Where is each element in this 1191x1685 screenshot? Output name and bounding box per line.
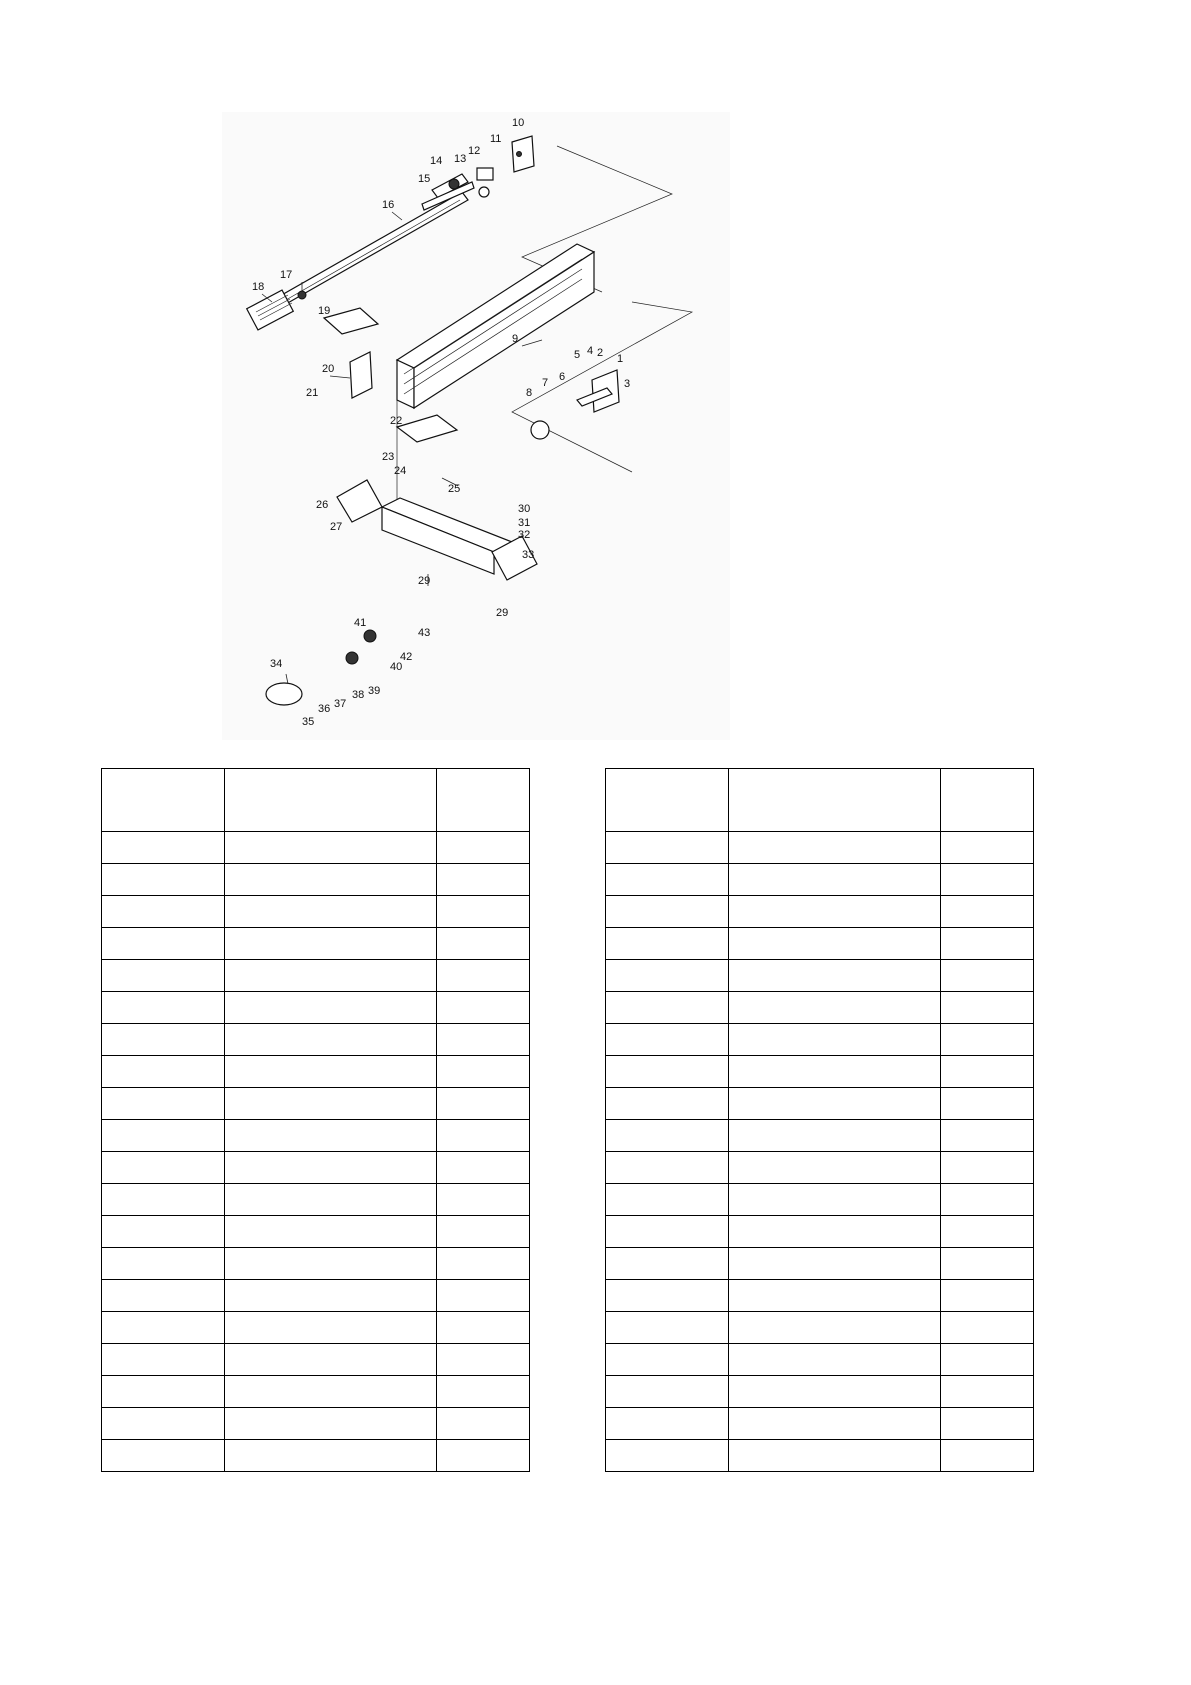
table-cell xyxy=(225,928,437,960)
table-cell xyxy=(606,960,729,992)
table-row xyxy=(606,1184,1034,1216)
table-cell xyxy=(606,1312,729,1344)
table-row xyxy=(606,1376,1034,1408)
callout-label: 1 xyxy=(617,353,624,365)
table-cell xyxy=(437,928,530,960)
table-cell xyxy=(606,1056,729,1088)
table-cell xyxy=(729,832,941,864)
callout-label: 23 xyxy=(382,451,395,463)
table-cell xyxy=(729,1120,941,1152)
table-row xyxy=(606,1120,1034,1152)
table-cell xyxy=(606,992,729,1024)
header-cell-no xyxy=(606,769,729,832)
table-cell xyxy=(225,1152,437,1184)
callout-label: 15 xyxy=(418,173,431,185)
table-cell xyxy=(225,832,437,864)
table-cell xyxy=(729,1088,941,1120)
table-row xyxy=(606,1056,1034,1088)
table-cell xyxy=(225,1120,437,1152)
table-cell xyxy=(225,1408,437,1440)
table-cell xyxy=(102,1344,225,1376)
table-cell xyxy=(437,1152,530,1184)
table-cell xyxy=(102,1408,225,1440)
table-cell xyxy=(225,1312,437,1344)
table-row xyxy=(102,896,530,928)
table-row xyxy=(606,1024,1034,1056)
table-cell xyxy=(225,1344,437,1376)
callout-label: 33 xyxy=(522,549,535,561)
exploded-parts-diagram xyxy=(222,112,730,740)
callout-label: 26 xyxy=(316,499,329,511)
callout-label: 30 xyxy=(518,503,531,515)
stop-bracket-assembly xyxy=(577,370,619,412)
table-cell xyxy=(225,896,437,928)
table-cell xyxy=(437,1088,530,1120)
table-cell xyxy=(606,832,729,864)
table-cell xyxy=(941,1216,1034,1248)
table-cell xyxy=(437,1344,530,1376)
callout-label: 24 xyxy=(394,465,407,477)
callout-label: 39 xyxy=(368,685,381,697)
callout-label: 20 xyxy=(322,363,335,375)
table-cell xyxy=(102,1248,225,1280)
table-cell xyxy=(437,1376,530,1408)
callout-label: 31 xyxy=(518,517,531,529)
callout-label: 2 xyxy=(597,347,604,359)
table-cell xyxy=(729,1024,941,1056)
gear xyxy=(346,652,358,664)
end-bracket xyxy=(350,352,372,398)
table-cell xyxy=(225,1088,437,1120)
table-cell xyxy=(729,1280,941,1312)
table-cell xyxy=(102,896,225,928)
table-row xyxy=(102,864,530,896)
table-cell xyxy=(941,1440,1034,1472)
table-row xyxy=(102,1152,530,1184)
slide-plate xyxy=(397,415,457,442)
table-cell xyxy=(941,1280,1034,1312)
table-row xyxy=(102,1056,530,1088)
table-cell xyxy=(437,1184,530,1216)
table-row xyxy=(102,1376,530,1408)
table-cell xyxy=(729,1216,941,1248)
table-cell xyxy=(606,1024,729,1056)
table-cell xyxy=(729,1344,941,1376)
table-row xyxy=(102,832,530,864)
callout-label: 19 xyxy=(318,305,331,317)
table-row xyxy=(102,1184,530,1216)
table-cell xyxy=(606,1216,729,1248)
table-row xyxy=(102,1216,530,1248)
table-cell xyxy=(437,1056,530,1088)
table-row xyxy=(606,992,1034,1024)
table-cell xyxy=(102,1216,225,1248)
exploded-view-drawing xyxy=(222,112,730,740)
table-cell xyxy=(102,832,225,864)
callout-label: 36 xyxy=(318,703,331,715)
callout-label: 16 xyxy=(382,199,395,211)
callout-label: 8 xyxy=(526,387,533,399)
table-row xyxy=(606,832,1034,864)
table-cell xyxy=(225,1376,437,1408)
callout-label: 35 xyxy=(302,716,315,728)
table-header-row xyxy=(606,769,1034,832)
table-cell xyxy=(102,1120,225,1152)
table-cell xyxy=(941,1088,1034,1120)
table-row xyxy=(102,1280,530,1312)
parts-list-table-right xyxy=(605,768,1034,1472)
table-cell xyxy=(225,1248,437,1280)
table-cell xyxy=(102,1376,225,1408)
callout-label: 40 xyxy=(390,661,403,673)
knob xyxy=(266,683,302,705)
table-cell xyxy=(225,960,437,992)
table-cell xyxy=(437,1440,530,1472)
table-row xyxy=(102,1120,530,1152)
table-cell xyxy=(437,1216,530,1248)
callout-label: 32 xyxy=(518,529,531,541)
table-cell xyxy=(941,1152,1034,1184)
callout-label: 29 xyxy=(496,607,509,619)
gear xyxy=(364,630,376,642)
table-cell xyxy=(437,1024,530,1056)
table-row xyxy=(102,1024,530,1056)
callout-label: 3 xyxy=(624,378,631,390)
table-row xyxy=(102,992,530,1024)
table-cell xyxy=(941,1376,1034,1408)
table-cell xyxy=(102,1280,225,1312)
table-cell xyxy=(225,1056,437,1088)
table-cell xyxy=(729,1248,941,1280)
table-cell xyxy=(606,1440,729,1472)
mounting-bracket xyxy=(477,136,534,180)
callout-label: 43 xyxy=(418,627,431,639)
callout-label: 12 xyxy=(468,145,481,157)
table-cell xyxy=(729,1056,941,1088)
table-cell xyxy=(941,992,1034,1024)
table-cell xyxy=(729,1184,941,1216)
callout-label: 38 xyxy=(352,689,365,701)
header-cell-qty xyxy=(941,769,1034,832)
table-cell xyxy=(941,864,1034,896)
table-row xyxy=(606,1312,1034,1344)
table-cell xyxy=(729,1440,941,1472)
carriage-assembly xyxy=(337,480,537,580)
callout-label: 17 xyxy=(280,269,293,281)
callout-label: 27 xyxy=(330,521,343,533)
table-cell xyxy=(102,1152,225,1184)
callout-label: 10 xyxy=(512,117,525,129)
table-cell xyxy=(437,1312,530,1344)
table-cell xyxy=(606,896,729,928)
table-row xyxy=(606,1088,1034,1120)
table-cell xyxy=(225,1184,437,1216)
table-cell xyxy=(102,928,225,960)
header-cell-no xyxy=(102,769,225,832)
table-cell xyxy=(437,832,530,864)
table-cell xyxy=(102,1184,225,1216)
callout-label: 9 xyxy=(512,333,519,345)
table-cell xyxy=(941,1184,1034,1216)
table-cell xyxy=(941,1312,1034,1344)
table-cell xyxy=(606,864,729,896)
table-cell xyxy=(437,896,530,928)
table-cell xyxy=(729,1376,941,1408)
table-cell xyxy=(606,1248,729,1280)
table-row xyxy=(102,1344,530,1376)
table-cell xyxy=(437,992,530,1024)
table-cell xyxy=(729,928,941,960)
table-cell xyxy=(729,864,941,896)
table-cell xyxy=(102,1312,225,1344)
callout-label: 7 xyxy=(542,377,549,389)
table-cell xyxy=(102,1440,225,1472)
table-cell xyxy=(729,1408,941,1440)
table-cell xyxy=(941,960,1034,992)
callout-label: 11 xyxy=(490,133,502,145)
callout-label: 29 xyxy=(418,575,431,587)
callout-label: 22 xyxy=(390,415,403,427)
callout-label: 34 xyxy=(270,658,283,670)
callout-label: 42 xyxy=(400,651,413,663)
table-cell xyxy=(437,1408,530,1440)
table-cell xyxy=(437,960,530,992)
table-row xyxy=(606,1408,1034,1440)
table-row xyxy=(606,1248,1034,1280)
callout-label: 5 xyxy=(574,349,581,361)
table-cell xyxy=(102,992,225,1024)
callout-label: 14 xyxy=(430,155,443,167)
table-cell xyxy=(941,1408,1034,1440)
table-cell xyxy=(606,1408,729,1440)
table-row xyxy=(102,1312,530,1344)
table-cell xyxy=(729,896,941,928)
table-cell xyxy=(102,1088,225,1120)
table-cell xyxy=(941,1344,1034,1376)
table-cell xyxy=(606,1184,729,1216)
plate xyxy=(324,308,378,334)
table-cell xyxy=(225,992,437,1024)
table-cell xyxy=(606,1376,729,1408)
table-cell xyxy=(225,1024,437,1056)
table-cell xyxy=(729,1312,941,1344)
table-row xyxy=(606,960,1034,992)
table-row xyxy=(606,896,1034,928)
table-cell xyxy=(225,1280,437,1312)
pulley xyxy=(531,421,549,439)
table-cell xyxy=(941,1248,1034,1280)
callout-label: 4 xyxy=(587,345,594,357)
table-row xyxy=(606,1344,1034,1376)
table-row xyxy=(606,1152,1034,1184)
table-cell xyxy=(102,1056,225,1088)
table-cell xyxy=(729,1152,941,1184)
table-row xyxy=(102,928,530,960)
table-row xyxy=(102,1248,530,1280)
table-cell xyxy=(437,1120,530,1152)
table-row xyxy=(102,960,530,992)
header-cell-description xyxy=(225,769,437,832)
table-cell xyxy=(606,1280,729,1312)
table-cell xyxy=(941,832,1034,864)
table-cell xyxy=(941,928,1034,960)
table-cell xyxy=(225,1440,437,1472)
table-row xyxy=(102,1440,530,1472)
table-row xyxy=(606,1216,1034,1248)
rail-extrusion xyxy=(397,244,594,408)
callout-label: 37 xyxy=(334,698,347,710)
table-cell xyxy=(606,1344,729,1376)
table-row xyxy=(606,1440,1034,1472)
table-cell xyxy=(225,1216,437,1248)
table-cell xyxy=(437,1248,530,1280)
table-cell xyxy=(102,864,225,896)
table-row xyxy=(102,1088,530,1120)
callout-label: 13 xyxy=(454,153,467,165)
table-row xyxy=(102,1408,530,1440)
callout-label: 18 xyxy=(252,281,265,293)
table-cell xyxy=(941,896,1034,928)
table-cell xyxy=(437,1280,530,1312)
table-row xyxy=(606,928,1034,960)
header-cell-qty xyxy=(437,769,530,832)
table-cell xyxy=(941,1120,1034,1152)
table-header-row xyxy=(102,769,530,832)
callout-label: 21 xyxy=(306,387,319,399)
parts-list-table-left xyxy=(101,768,530,1472)
table-cell xyxy=(225,864,437,896)
table-cell xyxy=(606,1088,729,1120)
table-cell xyxy=(941,1024,1034,1056)
table-cell xyxy=(102,960,225,992)
table-cell xyxy=(606,1120,729,1152)
table-row xyxy=(606,1280,1034,1312)
table-cell xyxy=(102,1024,225,1056)
table-cell xyxy=(729,960,941,992)
header-cell-description xyxy=(729,769,941,832)
callout-label: 41 xyxy=(354,617,367,629)
table-row xyxy=(606,864,1034,896)
callout-label: 25 xyxy=(448,483,461,495)
table-cell xyxy=(941,1056,1034,1088)
table-cell xyxy=(606,928,729,960)
table-cell xyxy=(606,1152,729,1184)
table-cell xyxy=(437,864,530,896)
callout-label: 6 xyxy=(559,371,566,383)
table-cell xyxy=(729,992,941,1024)
